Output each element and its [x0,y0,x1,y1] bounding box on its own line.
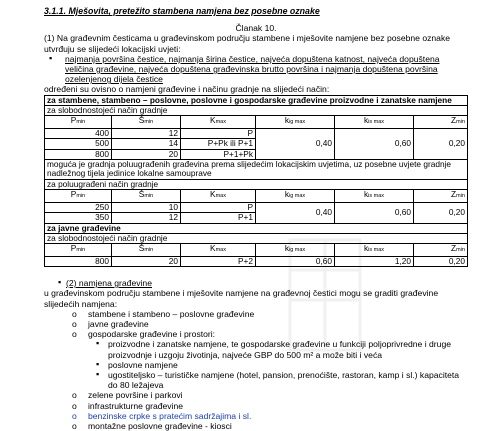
list-item: ▪ ugostiteljsko – turističke namjene (hotel, pansion, prenoćište, rastoran, kamp i sl.) kapaciteta do 80 ležajeva [44,370,468,390]
table-section-subtitle: za poluugrađeni način gradnje [45,179,468,189]
table-header-row: Pmin Šmin Kmax kig max kis max Zmin [45,116,468,128]
table-row: 800 20 P+2 0,60 1,20 0,20 [45,256,468,266]
paragraph-2-label: ▪ (2) namjena građevine [44,278,468,288]
table-note: moguća je gradnja poluugrađenih građevina prema slijedećim lokacijskim uvjetima, uz posebne uvjete gradnje nadležnog tijela jedinice lokalne samouprave [45,160,468,180]
bullet-conditions-text: najmanja površina čestice, najmanja širina čestice, najveća dopuštena katnost, najveća dopuštena veličina građevine, najveća dopuštena građevinska brutto površina i najmanja dopuštena površina ozelenjenog dijela čestice [65,53,440,85]
list-item: ▪ poslovne namjene [44,360,468,370]
table-row: 250 10 P 0,40 0,60 0,20 [45,202,468,212]
table-row: 350 12 P+1 [45,213,468,223]
section-heading: 3.1.1. Mješovita, pretežito stambena namjena bez posebne oznake [44,6,320,16]
bullet-conditions [47,54,468,85]
list-item: ▪ proizvodne i zanatske namjene, te gospodarske građevine u funkciji poljoprivredne i druge proizvodnje i uzgoju životinja, najveće GBP do 500 m² a može biti i veća [44,339,468,359]
table-section-title: za javne građevine [45,223,468,233]
table-header-row: Pmin Šmin Kmax kig max kis max Zmin [45,244,468,256]
table-row: 500 14 P+Pk ili P+1 [45,139,468,149]
list-item: o benzinske crpke s pratećim sadržajima i sl. [44,411,468,421]
table-section-subtitle: za slobodnostojeći način gradnje [45,233,468,243]
list-item: o stambene i stambeno – poslovne građevine [44,309,468,319]
article-number: Članak 10. [235,23,277,34]
table-row: 400 12 P 0,40 0,60 0,20 [45,128,468,138]
table-row: 800 20 P+1+Pk [45,149,468,159]
paragraph-2-text: u građevinskom području stambene i mješovite namjene na građevnoj čestici mogu se graditi građevine slijedećih namjena: [44,288,439,309]
table-section-title: za stambene, stambeno – poslovne, poslovne i gospodarske građevine proizvodne i zanatske namjene [45,95,468,105]
list-item: o zelene površine i parkovi [44,390,468,400]
list-item: o javne građevine [44,319,468,329]
determined-line: određeni su ovisno o namjeni građevine i načinu gradnje na slijedeći način: [44,84,330,95]
list-item: o gospodarske građevine i prostori: [44,329,468,339]
list-item: o infrastrukturne građevine [44,401,468,411]
intro-paragraph: (1) Na građevnim česticama u građevinskom području stambene i mješovite namjene bez posebne oznake utvrđuju se slijedeći lokacijski uvjeti: [44,33,451,54]
document-page [44,6,468,431]
watermark-logo [230,230,420,360]
table-section-subtitle: za slobodnostojeći način gradnje [45,106,468,116]
list-item: o montažne poslovne građevine - kiosci [44,421,468,431]
table-header-row: Pmin Šmin Kmax kig max kis max Zmin [45,190,468,202]
